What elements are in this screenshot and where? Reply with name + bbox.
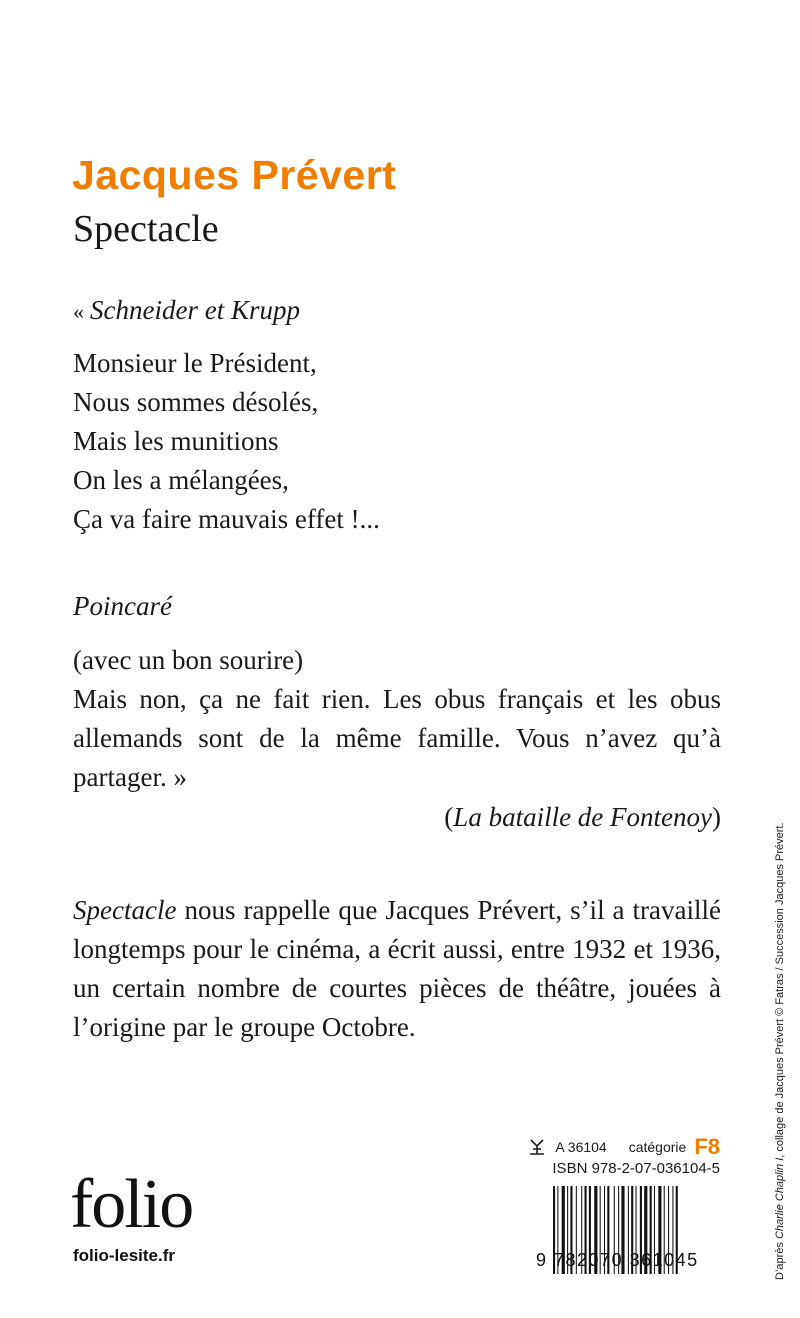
- category-code: F8: [694, 1134, 720, 1159]
- isbn: ISBN 978-2-07-036104-5: [552, 1160, 720, 1177]
- category-label: catégorie: [628, 1139, 687, 1155]
- author-name: Jacques Prévert: [72, 152, 397, 198]
- credit-prefix: D’après: [774, 1239, 786, 1280]
- excerpt-speaker-2: Poincaré: [73, 591, 172, 621]
- excerpt-source: [73, 798, 721, 837]
- excerpt-speaker-1: [73, 291, 300, 331]
- publisher-site: folio-lesite.fr: [73, 1246, 176, 1265]
- paren-open: (: [444, 802, 454, 832]
- excerpt-verse: [73, 344, 721, 539]
- paren-close: ): [712, 802, 721, 832]
- reply-text: Mais non, ça ne fait rien. Les obus français et les obus allemands sont de la même famille. Vous n’avez qu’à partager. »: [73, 684, 721, 792]
- credit-suffix: , collage de Jacques Prévert © Fatras / Succession Jacques Prévert.: [774, 822, 786, 1158]
- barcode-digits: 9 782070 361045: [536, 1250, 699, 1270]
- image-credit: [774, 822, 786, 1280]
- gallimard-mark-icon: [527, 1138, 547, 1156]
- verse-line: On les a mélangées,: [73, 465, 289, 495]
- verse-line: Nous sommes désolés,: [73, 387, 319, 417]
- book-title: Spectacle: [73, 208, 219, 250]
- stage-direction: (avec un bon sourire): [73, 645, 304, 675]
- excerpt-reply: [73, 641, 721, 837]
- verse-line: Monsieur le Président,: [73, 348, 317, 378]
- blurb: [73, 891, 721, 1047]
- verse-line: Ça va faire mauvais effet !...: [73, 504, 380, 534]
- source-title: La bataille de Fontenoy: [453, 802, 712, 832]
- blurb-title: Spectacle: [73, 895, 177, 925]
- speaker-name: Schneider et Krupp: [90, 295, 300, 325]
- open-quote: «: [73, 299, 84, 324]
- blurb-text: nous rappelle que Jacques Prévert, s’il a travaillé longtemps pour le cinéma, a écrit aussi, entre 1932 et 1936, un certain nombre de courtes pièces de théâtre, jouées à l’origine par le groupe Octobre.: [73, 895, 721, 1042]
- blurb-paragraph: [73, 891, 721, 1047]
- verse-line: Mais les munitions: [73, 426, 279, 456]
- catalog-info: [527, 1134, 720, 1160]
- folio-logo: folio: [70, 1166, 193, 1243]
- catalog-code: A 36104: [555, 1139, 607, 1155]
- credit-work: Charlie Chaplin I: [774, 1157, 786, 1240]
